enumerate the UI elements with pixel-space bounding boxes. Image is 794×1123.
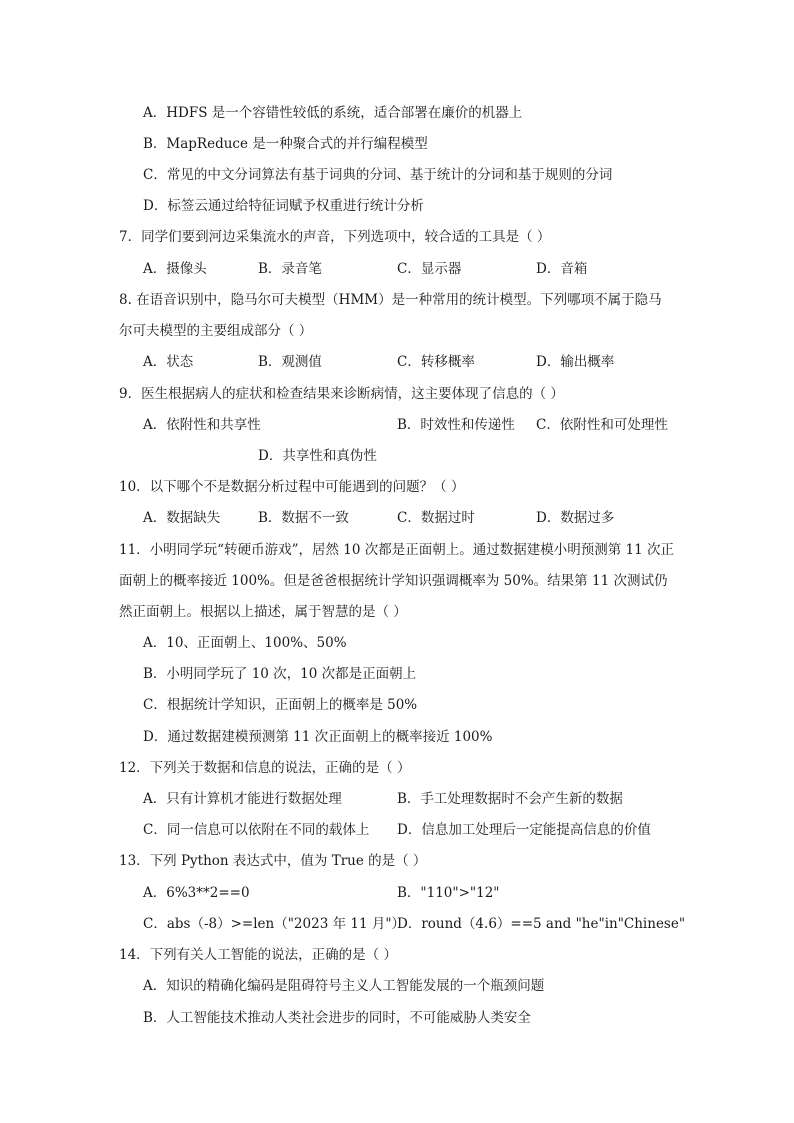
q13-option-a: A．6%3**2==0 [143,885,250,901]
q10-option-d: D．数据过多 [536,510,615,526]
q8-option-c: C．转移概率 [397,354,475,370]
q7-stem: 7．同学们要到河边采集流水的声音，下列选项中，较合适的工具是（ ） [119,229,551,245]
q10-option-b: B．数据不一致 [258,510,349,526]
q10-stem: 10．以下哪个不是数据分析过程中可能遇到的问题？（ ） [119,479,465,495]
q13-stem: 13．下列 Python 表达式中，值为 True 的是（ ） [119,853,427,869]
q11-option-c: C．根据统计学知识，正面朝上的概率是 50% [143,697,418,713]
q12-option-a: A．只有计算机才能进行数据处理 [143,791,342,807]
q7-option-a: A．摄像头 [143,261,207,277]
q12-option-c: C．同一信息可以依附在不同的载体上 [143,822,370,838]
q9-option-a: A．依附性和共享性 [143,417,261,433]
q12-option-b: B．手工处理数据时不会产生新的数据 [397,791,623,807]
q7-option-b: B．录音笔 [258,261,322,277]
q11-stem-line-2: 面朝上的概率接近 100%。但是爸爸根据统计学知识强调概率为 50%。结果第 11 次测试仍 [119,573,668,589]
q6-option-c: C．常见的中文分词算法有基于词典的分词、基于统计的分词和基于规则的分词 [143,167,613,183]
q12-stem: 12．下列关于数据和信息的说法，正确的是（ ） [119,760,411,776]
q9-option-b: B．时效性和传递性 [397,417,515,433]
q9-option-c: C．依附性和可处理性 [536,417,668,433]
q11-option-b: B．小明同学玩了 10 次，10 次都是正面朝上 [143,666,417,682]
q11-stem-line-3: 然正面朝上。根据以上描述，属于智慧的是（ ） [119,604,407,620]
q14-option-a: A．知识的精确化编码是阻碍符号主义人工智能发展的一个瓶颈问题 [143,978,545,994]
q10-option-c: C．数据过时 [397,510,475,526]
q6-option-d: D．标签云通过给特征词赋予权重进行统计分析 [143,198,424,214]
q9-stem: 9．医生根据病人的症状和检查结果来诊断病情，这主要体现了信息的（ ） [119,386,564,402]
q9-option-d: D．共享性和真伪性 [258,448,377,464]
q7-option-d: D．音箱 [536,261,588,277]
q13-option-c: C．abs（-8）>=len（"2023 年 11 月"） [143,916,406,932]
q13-option-d: D．round（4.6）==5 and "he"in"Chinese" [397,916,686,932]
q12-option-d: D．信息加工处理后一定能提高信息的价值 [397,822,651,838]
q11-option-a: A．10、正面朝上、100%、50% [143,635,347,651]
q8-stem-line-1: 8. 在语音识别中，隐马尔可夫模型（HMM）是一种常用的统计模型。下列哪项不属于隐马 [119,292,662,308]
q8-option-d: D．输出概率 [536,354,615,370]
q6-option-a: A．HDFS 是一个容错性较低的系统，适合部署在廉价的机器上 [143,105,523,121]
q8-option-b: B．观测值 [258,354,322,370]
q14-stem: 14．下列有关人工智能的说法，正确的是（ ） [119,947,397,963]
q11-stem-line-1: 11．小明同学玩“转硬币游戏”，居然 10 次都是正面朝上。通过数据建模小明预测第 11 次正 [119,542,675,558]
q11-option-d: D．通过数据建模预测第 11 次正面朝上的概率接近 100% [143,729,493,745]
q8-option-a: A．状态 [143,354,194,370]
q10-option-a: A．数据缺失 [143,510,221,526]
q7-option-c: C．显示器 [397,261,462,277]
q6-option-b: B．MapReduce 是一种聚合式的并行编程模型 [143,136,428,152]
q13-option-b: B．"110">"12" [397,885,500,901]
q14-option-b: B．人工智能技术推动人类社会进步的同时，不可能威胁人类安全 [143,1010,531,1026]
q8-stem-line-2: 尔可夫模型的主要组成部分（ ） [119,323,313,339]
